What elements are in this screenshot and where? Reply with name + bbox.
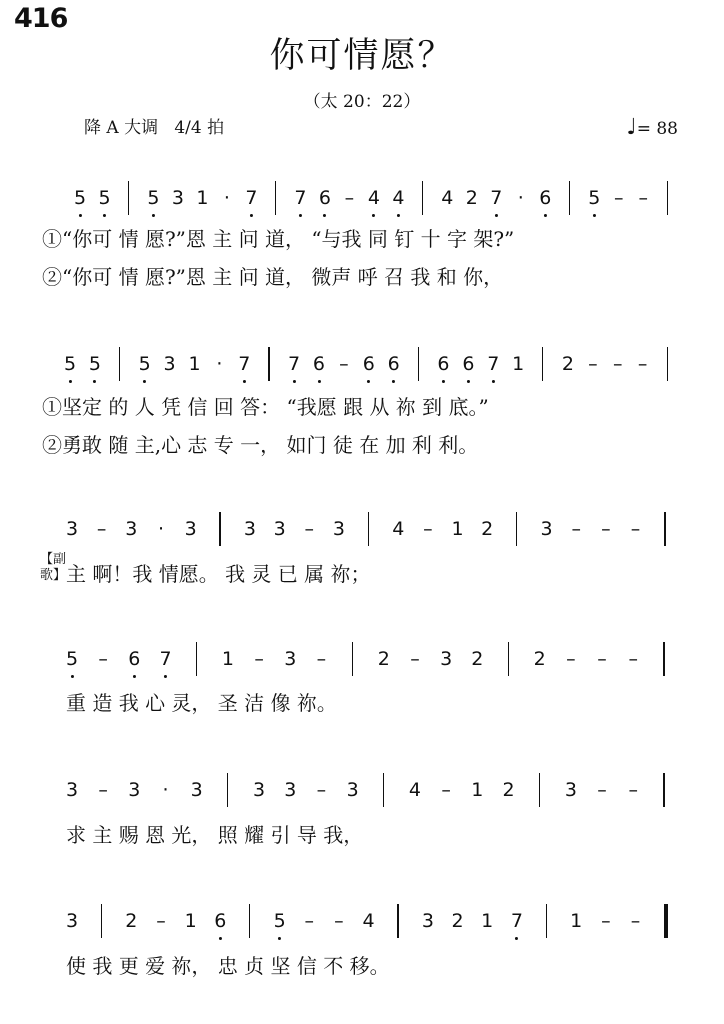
- note: 2: [465, 187, 478, 209]
- barline: [664, 512, 665, 546]
- barline: [128, 181, 129, 215]
- lyric-line-s3: 主 啊！我 情愿。 我 灵 已 属 祢；: [66, 562, 371, 586]
- dash-mark: –: [304, 518, 315, 540]
- note: 7: [159, 648, 172, 670]
- dash-mark: –: [588, 353, 598, 375]
- barline: [516, 512, 517, 546]
- barline: [219, 512, 220, 546]
- dash-mark: –: [628, 648, 638, 670]
- note: 1: [196, 187, 209, 209]
- note: 4: [441, 187, 454, 209]
- note: 4: [392, 187, 405, 209]
- dash-mark: –: [254, 648, 264, 670]
- note: 4: [367, 187, 380, 209]
- dash-mark: –: [441, 779, 451, 801]
- note: 5: [98, 187, 111, 209]
- barline: [383, 773, 384, 807]
- note: 7: [294, 187, 307, 209]
- notation-row: [0, 517, 724, 547]
- barline: [368, 512, 369, 546]
- note: 5: [588, 187, 601, 209]
- note: 6: [318, 187, 331, 209]
- dash-mark: –: [628, 779, 638, 801]
- dash-mark: –: [601, 518, 611, 540]
- lyric-line-s4: 重 造 我 心 灵， 圣 洁 像 祢。: [66, 691, 337, 715]
- notation-row: [0, 647, 724, 677]
- key-and-time-signature: [84, 117, 224, 139]
- note: 3: [243, 518, 256, 540]
- note: 3: [171, 187, 184, 209]
- barline: [539, 773, 540, 807]
- note: 6: [312, 353, 326, 375]
- note: 1: [471, 779, 484, 801]
- barline: [268, 347, 269, 381]
- note: 3: [273, 518, 286, 540]
- note: 3: [284, 779, 297, 801]
- barline: [663, 773, 664, 807]
- barline: [667, 181, 668, 215]
- tempo-value: = 88: [636, 119, 678, 139]
- note: 5: [147, 187, 160, 209]
- note: 7: [288, 353, 301, 375]
- note: 5: [65, 648, 79, 670]
- note: 6: [128, 648, 141, 670]
- barline: [667, 347, 668, 381]
- dot-mark: ·: [223, 187, 230, 209]
- dash-mark: –: [156, 910, 166, 932]
- dash-mark: –: [98, 648, 108, 670]
- dash-mark: –: [637, 353, 648, 375]
- notation-row: [0, 352, 724, 382]
- note: 1: [512, 353, 525, 375]
- barline: [422, 181, 423, 215]
- note: 3: [65, 779, 79, 801]
- barline: [101, 904, 102, 938]
- note: 3: [184, 518, 197, 540]
- chorus-label: 【副歌】: [40, 552, 67, 583]
- dash-mark: –: [597, 779, 607, 801]
- note: 1: [188, 353, 201, 375]
- note: 1: [184, 910, 197, 932]
- tempo-marking: [626, 117, 678, 140]
- note: 3: [125, 518, 138, 540]
- note: 5: [138, 353, 151, 375]
- note: 3: [128, 779, 141, 801]
- dash-mark: –: [571, 518, 581, 540]
- note: 1: [481, 910, 494, 932]
- note: 2: [125, 910, 138, 932]
- note: 7: [510, 910, 523, 932]
- lyric-line-s1-v2: ②“你可 情 愿?”恩 主 问 道， 微声 呼 召 我 和 你，: [42, 265, 504, 289]
- barline: [249, 904, 250, 938]
- note: 4: [362, 910, 375, 932]
- dash-mark: –: [614, 187, 624, 209]
- lyric-line-s1-v1: ①“你可 情 愿?”恩 主 问 道， “与我 同 钉 十 字 架?”: [42, 227, 515, 251]
- notation-row: [0, 778, 724, 808]
- note: 3: [65, 910, 79, 932]
- note: 4: [392, 518, 405, 540]
- barline: [275, 181, 276, 215]
- note: 2: [451, 910, 464, 932]
- hymn-number: 416: [14, 3, 68, 34]
- lyric-line-s6: 使 我 更 爱 祢， 忠 贞 坚 信 不 移。: [66, 954, 390, 978]
- dash-mark: –: [304, 910, 315, 932]
- dash-mark: –: [423, 518, 433, 540]
- barline: [119, 347, 120, 381]
- barline: [569, 181, 570, 215]
- note: 2: [377, 648, 390, 670]
- note: 7: [490, 187, 503, 209]
- note: 2: [471, 648, 484, 670]
- note: 7: [245, 187, 258, 209]
- note: 3: [564, 779, 577, 801]
- dash-mark: –: [334, 910, 344, 932]
- final-barline: [664, 904, 668, 938]
- note: 6: [387, 353, 400, 375]
- note: 3: [163, 353, 176, 375]
- note: 3: [65, 518, 79, 540]
- note: 6: [462, 353, 475, 375]
- note: 5: [273, 910, 286, 932]
- lyric-line-s2-v1: ①坚定 的 人 凭 信 回 答： “我愿 跟 从 祢 到 底。”: [42, 395, 489, 419]
- barline: [546, 904, 547, 938]
- dash-mark: –: [630, 518, 641, 540]
- dash-mark: –: [597, 648, 607, 670]
- lyric-line-s2-v2: ②勇敢 随 主,心 志 专 一， 如门 徒 在 加 利 利。: [42, 433, 479, 457]
- note: 5: [88, 353, 101, 375]
- barline: [418, 347, 419, 381]
- note: 1: [221, 648, 234, 670]
- dot-mark: ·: [216, 353, 223, 375]
- key-signature: 降 A 大调: [84, 118, 159, 138]
- barline: [542, 347, 543, 381]
- barline: [227, 773, 228, 807]
- note: 3: [284, 648, 297, 670]
- dash-mark: –: [566, 648, 576, 670]
- notation-row: [0, 186, 724, 216]
- dot-mark: ·: [162, 779, 169, 801]
- note: 3: [421, 910, 434, 932]
- dot-mark: ·: [517, 187, 524, 209]
- note: 1: [570, 910, 583, 932]
- barline: [397, 904, 398, 938]
- note: 3: [540, 518, 553, 540]
- note: 7: [238, 353, 251, 375]
- dot-mark: ·: [157, 518, 164, 540]
- quarter-note-icon: ♩: [626, 115, 637, 140]
- hymn-title: 你可情愿？: [269, 36, 455, 76]
- barline: [196, 642, 197, 676]
- barline: [352, 642, 353, 676]
- note: 3: [332, 518, 345, 540]
- dash-mark: –: [98, 779, 108, 801]
- note: 2: [481, 518, 494, 540]
- note: 3: [346, 779, 359, 801]
- dash-mark: –: [316, 648, 327, 670]
- note: 7: [487, 353, 500, 375]
- note: 3: [253, 779, 266, 801]
- dash-mark: –: [339, 353, 349, 375]
- note: 4: [408, 779, 422, 801]
- note: 3: [190, 779, 203, 801]
- dash-mark: –: [96, 518, 107, 540]
- note: 6: [362, 353, 375, 375]
- note: 6: [539, 187, 552, 209]
- note: 5: [73, 187, 87, 209]
- dash-mark: –: [638, 187, 648, 209]
- dash-mark: –: [630, 910, 641, 932]
- time-signature: 4/4 拍: [174, 118, 225, 138]
- dash-mark: –: [613, 353, 623, 375]
- dash-mark: –: [344, 187, 355, 209]
- note: 2: [561, 353, 574, 375]
- note: 6: [437, 353, 450, 375]
- note: 3: [440, 648, 453, 670]
- lyric-line-s5: 求 主 赐 恩 光， 照 耀 引 导 我，: [66, 823, 364, 847]
- barline: [508, 642, 509, 676]
- dash-mark: –: [410, 648, 420, 670]
- note: 2: [533, 648, 546, 670]
- scripture-reference: （太 20：22）: [303, 92, 421, 112]
- note: 2: [502, 779, 515, 801]
- dash-mark: –: [601, 910, 611, 932]
- note: 5: [63, 353, 77, 375]
- notation-row: [0, 909, 724, 939]
- dash-mark: –: [316, 779, 327, 801]
- barline: [663, 642, 664, 676]
- note: 1: [451, 518, 464, 540]
- note: 6: [214, 910, 227, 932]
